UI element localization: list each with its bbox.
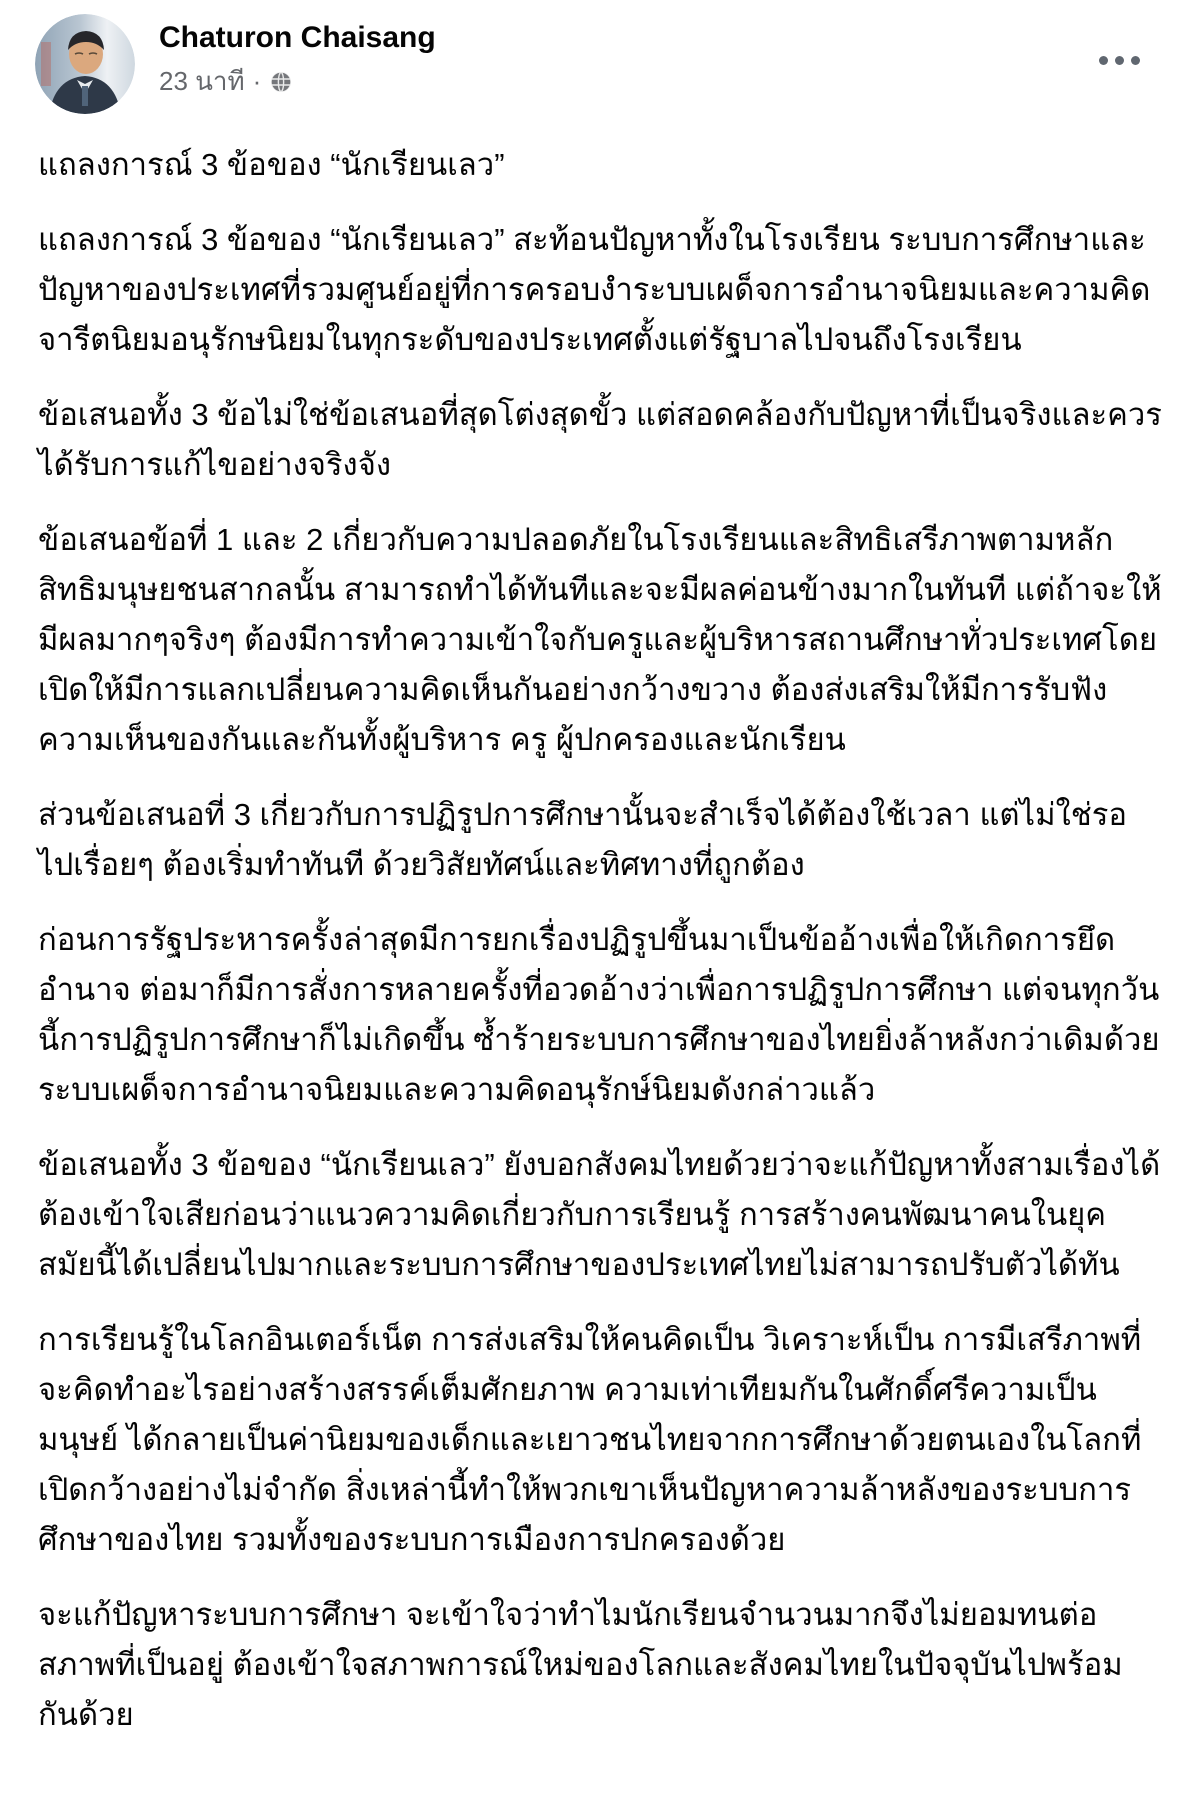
ellipsis-dot xyxy=(1099,56,1108,65)
post-paragraph: แถลงการณ์ 3 ข้อของ “นักเรียนเลว” xyxy=(38,147,505,182)
post-paragraph: จะแก้ปัญหาระบบการศึกษา จะเข้าใจว่าทำไมนักเรียนจำนวนมากจึงไม่ยอมทนต่อสภาพที่เป็นอยู่ ต้องเข้าใจสภาพการณ์ใหม่ของโลกและสังคมไทยในปัจจุบันไปพร้อมกันด้วย xyxy=(38,1597,1123,1732)
post-paragraph: ส่วนข้อเสนอที่ 3 เกี่ยวกับการปฏิรูปการศึกษานั้นจะสำเร็จได้ต้องใช้เวลา แต่ไม่ใช่รอไปเรื่อยๆ ต้องเริ่มทำทันที ด้วยวิสัยทัศน์และทิศทางที่ถูกต้อง xyxy=(38,797,1128,882)
ellipsis-dot xyxy=(1131,56,1140,65)
post-paragraph: ข้อเสนอทั้ง 3 ข้อไม่ใช่ข้อเสนอที่สุดโต่งสุดขั้ว แต่สอดคล้องกับปัญหาที่เป็นจริงและควรได้รับการแก้ไขอย่างจริงจัง xyxy=(38,397,1162,482)
post-timestamp[interactable]: 23 นาที xyxy=(159,66,245,96)
author-name[interactable]: Chaturon Chaisang xyxy=(159,21,436,54)
post-paragraph: ก่อนการรัฐประหารครั้งล่าสุดมีการยกเรื่องปฏิรูปขึ้นมาเป็นข้ออ้างเพื่อให้เกิดการยึดอำนาจ ต่อมาก็มีการสั่งการหลายครั้งที่อวดอ้างว่าเพื่อการปฏิรูปการศึกษา แต่จนทุกวันนี้การปฏิรูปการศึกษาก็ไม่เกิดขึ้น ซ้ำร้ายระบบการศึกษาของไทยยิ่งล้าหลังกว่าเดิมด้วยระบบเผด็จการอำนาจนิยมและความคิดอนุรักษ์นิยมดังกล่าวแล้ว xyxy=(38,922,1160,1107)
post-paragraph: ข้อเสนอทั้ง 3 ข้อของ “นักเรียนเลว” ยังบอกสังคมไทยด้วยว่าจะแก้ปัญหาทั้งสามเรื่องได้ต้องเข้าใจเสียก่อนว่าแนวความคิดเกี่ยวกับการเรียนรู้ การสร้างคนพัฒนาคนในยุคสมัยนี้ได้เปลี่ยนไปมากและระบบการศึกษาของประเทศไทยไม่สามารถปรับตัวได้ทัน xyxy=(38,1147,1161,1282)
ellipsis-dot xyxy=(1115,56,1124,65)
post-paragraph: แถลงการณ์ 3 ข้อของ “นักเรียนเลว” สะท้อนปัญหาทั้งในโรงเรียน ระบบการศึกษาและปัญหาของประเทศที่รวมศูนย์อยู่ที่การครอบงำระบบเผด็จการอำนาจนิยมและความคิดจารีตนิยมอนุรักษนิยมในทุกระดับของประเทศตั้งแต่รัฐบาลไปจนถึงโรงเรียน xyxy=(38,222,1151,357)
post-header-info xyxy=(159,14,436,97)
meta-separator: · xyxy=(252,66,262,96)
profile-avatar[interactable] xyxy=(35,14,135,114)
post-paragraph: ข้อเสนอข้อที่ 1 และ 2 เกี่ยวกับความปลอดภัยในโรงเรียนและสิทธิเสรีภาพตามหลักสิทธิมนุษยชนสากลนั้น สามารถทำได้ทันทีและจะมีผลค่อนข้างมากในทันที แต่ถ้าจะให้มีผลมากๆจริงๆ ต้องมีการทำความเข้าใจกับครูและผู้บริหารสถานศึกษาทั่วประเทศโดยเปิดให้มีการแลกเปลี่ยนความคิดเห็นกันอย่างกว้างขวาง ต้องส่งเสริมให้มีการรับฟังความเห็นของกันและกันทั้งผู้บริหาร ครู ผู้ปกครองและนักเรียน xyxy=(38,522,1162,757)
post-content xyxy=(0,120,1200,1740)
globe-icon xyxy=(269,70,293,94)
profile-photo xyxy=(35,14,135,114)
post-header xyxy=(0,0,1200,120)
post-paragraph: การเรียนรู้ในโลกอินเตอร์เน็ต การส่งเสริมให้คนคิดเป็น วิเคราะห์เป็น การมีเสรีภาพที่จะคิดทำอะไรอย่างสร้างสรรค์เต็มศักยภาพ ความเท่าเทียมกันในศักดิ์ศรีความเป็นมนุษย์ ได้กลายเป็นค่านิยมของเด็กและเยาวชนไทยจากการศึกษาด้วยตนเองในโลกที่เปิดกว้างอย่างไม่จำกัด สิ่งเหล่านี้ทำให้พวกเขาเห็นปัญหาความล้าหลังของระบบการศึกษาของไทย รวมทั้งของระบบการเมืองการปกครองด้วย xyxy=(38,1322,1142,1557)
more-options-button[interactable] xyxy=(1091,48,1148,73)
post-meta xyxy=(159,66,436,97)
